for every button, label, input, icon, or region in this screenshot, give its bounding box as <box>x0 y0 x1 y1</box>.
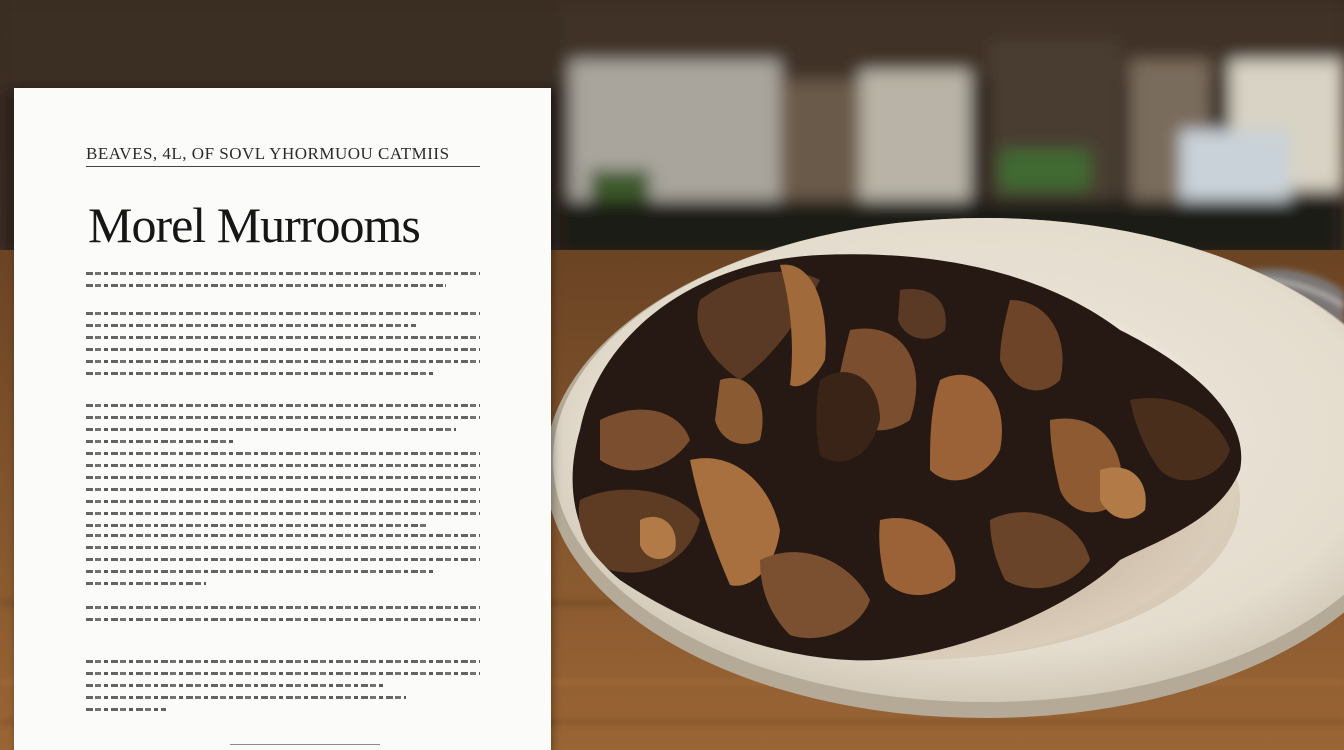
header-rule <box>86 166 480 167</box>
paragraph-1 <box>86 312 480 384</box>
intro-paragraph <box>86 272 480 296</box>
recipe-page <box>14 88 551 750</box>
bottom-rule <box>230 744 380 745</box>
paragraph-2 <box>86 404 480 536</box>
paragraph-4 <box>86 606 480 630</box>
page-header: BEAVES, 4L, OF SOVL YHORMUOU CATMIIS <box>86 144 450 163</box>
paragraph-3 <box>86 534 480 594</box>
page-title: Morel Murrooms <box>88 197 420 253</box>
paragraph-5 <box>86 660 480 720</box>
